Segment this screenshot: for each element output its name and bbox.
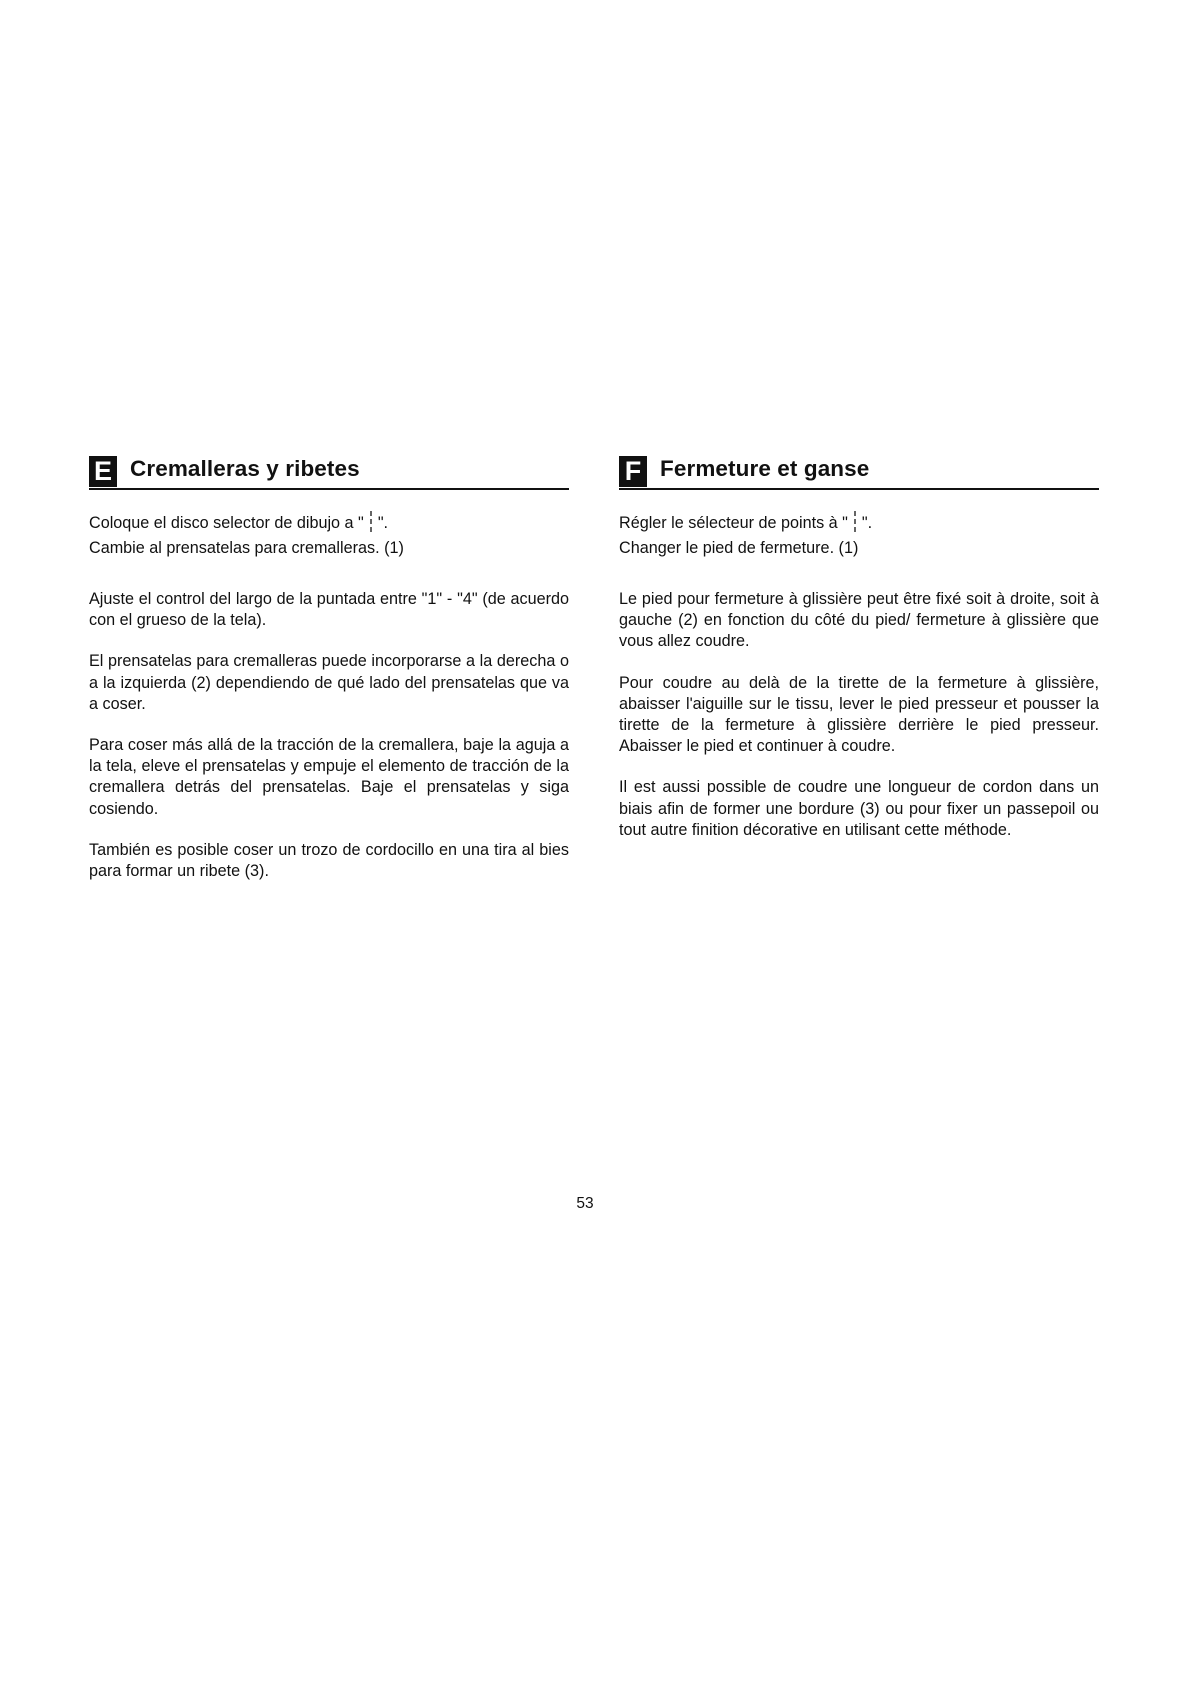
section-title-fr: Fermeture et ganse [660, 456, 870, 481]
section-header-es [89, 452, 569, 490]
section-es [89, 452, 569, 882]
paragraph-es-4: También es posible coser un trozo de cordocillo en una tira al bies para formar un ribete (3). [89, 840, 569, 881]
intro-line-2-fr: Changer le pied de fermeture. (1) [619, 539, 859, 557]
section-header-fr [619, 452, 1099, 490]
paragraph-fr-1: Le pied pour fermeture à glissière peut être fixé soit à droite, soit à gauche (2) en fonction du côté du pied/ fermeture à glissière que vous allez coudre. [619, 590, 1099, 651]
intro-text-before-es: Coloque el disco selector de dibujo a " [89, 514, 364, 532]
section-fr [619, 452, 1099, 841]
paragraph-fr-3: Il est aussi possible de coudre une longueur de cordon dans un biais afin de former une bordure (3) ou pour fixer un passepoil ou tout autre finition décorative en utilisant cette méthode. [619, 778, 1099, 839]
straight-stitch-icon [366, 510, 376, 534]
straight-stitch-icon [850, 510, 860, 534]
intro-text-after-es: ". [377, 514, 389, 532]
section-badge-fr: F [619, 456, 647, 487]
page-number: 53 [576, 1195, 594, 1212]
paragraph-es-2: El prensatelas para cremalleras puede incorporarse a la derecha o a la izquierda (2) dependiendo de qué lado del prensatelas que va a coser. [89, 652, 569, 713]
paragraph-es-3: Para coser más allá de la tracción de la cremallera, baje la aguja a la tela, eleve el prensatelas y empuje el elemento de tracción de la cremallera detrás del prensatelas. Baje el prensatelas y siga cosiendo. [89, 736, 569, 818]
paragraph-es-1: Ajuste el control del largo de la puntada entre "1" - "4" (de acuerdo con el grueso de la tela). [89, 590, 569, 630]
intro-text-before-fr: Régler le sélecteur de points à " [619, 514, 848, 532]
intro-text-after-fr: ". [861, 514, 873, 532]
section-title-es: Cremalleras y ribetes [130, 456, 360, 481]
intro-fr [619, 510, 1099, 561]
section-badge-es: E [89, 456, 117, 487]
paragraph-fr-2: Pour coudre au delà de la tirette de la fermeture à glissière, abaisser l'aiguille sur le tissu, lever le pied presseur et pousser la tirette de la fermeture à glissière derrière le pied presseur. Abaisser le pied et continuer à coudre. [619, 673, 1099, 756]
intro-line-2-es: Cambie al prensatelas para cremalleras. (1) [89, 539, 404, 557]
intro-line-1-fr [619, 510, 1099, 536]
intro-line-1-es [89, 510, 569, 536]
intro-es [89, 510, 569, 561]
